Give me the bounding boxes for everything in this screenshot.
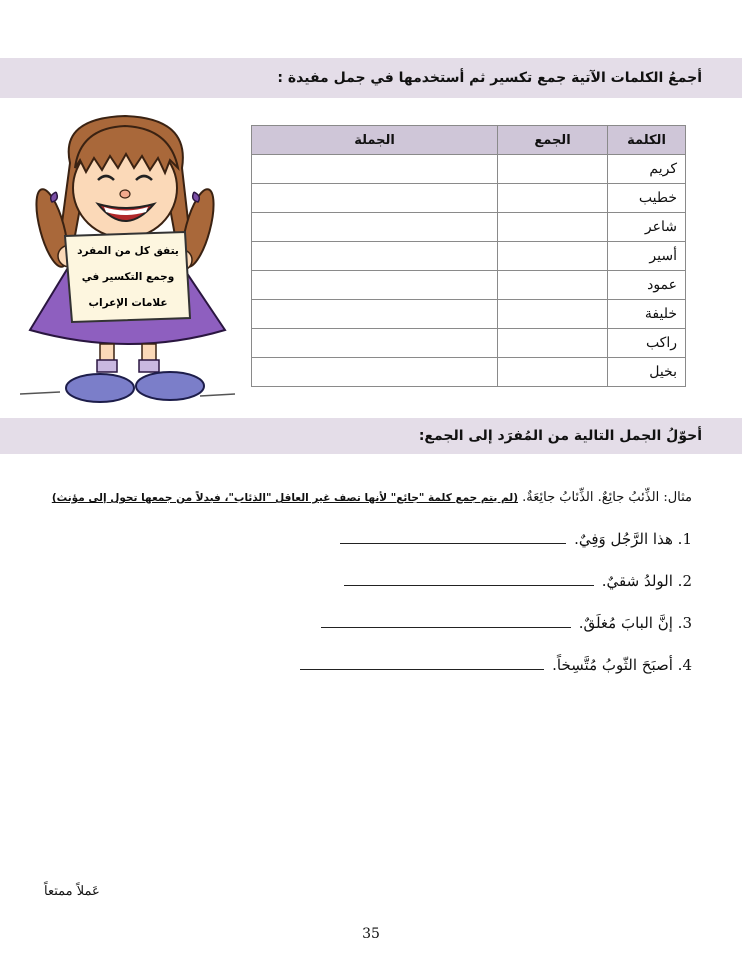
header-plural: الجمع (498, 126, 608, 155)
plural-cell[interactable] (498, 300, 608, 329)
item-sentence: هذا الرَّجُل وَفِيٌ. (574, 530, 673, 548)
sentence-cell[interactable] (252, 300, 498, 329)
example-line (42, 490, 692, 505)
table-row (252, 213, 686, 242)
plural-cell[interactable] (498, 184, 608, 213)
header-word: الكلمة (608, 126, 686, 155)
item-sentence: إنَّ البابَ مُغلَقٌ. (578, 614, 673, 632)
item-sentence: الولدُ شقيٌ. (601, 572, 673, 590)
answer-line[interactable] (340, 542, 566, 544)
exercise-item-4 (300, 656, 692, 674)
item-number: 1. (677, 530, 692, 548)
sentence-cell[interactable] (252, 329, 498, 358)
word-cell: أسير (608, 242, 686, 271)
word-cell: خليفة (608, 300, 686, 329)
sentence-cell[interactable] (252, 213, 498, 242)
answer-line[interactable] (300, 668, 544, 670)
word-cell: راكب (608, 329, 686, 358)
word-cell: بخيل (608, 358, 686, 387)
sentence-cell[interactable] (252, 184, 498, 213)
plural-cell[interactable] (498, 358, 608, 387)
answer-line[interactable] (321, 626, 571, 628)
item-number: 2. (677, 572, 692, 590)
plural-cell[interactable] (498, 271, 608, 300)
plural-words-table (251, 125, 686, 387)
item-sentence: أصبَحَ الثّوبُ مُتَّسِخاً. (552, 656, 673, 674)
sentence-cell[interactable] (252, 271, 498, 300)
exercise-item-3 (321, 614, 692, 632)
word-cell: كريم (608, 155, 686, 184)
sign-line-1: يتفق كل من المفرد (77, 245, 179, 257)
answer-line[interactable] (344, 584, 594, 586)
exercise-item-2 (344, 572, 692, 590)
item-number: 4. (677, 656, 692, 674)
plural-cell[interactable] (498, 242, 608, 271)
sentence-cell[interactable] (252, 242, 498, 271)
example-note: (لم يتم جمع كلمة "جائع" لأنها تصف غير العاقل "الذئاب"، فبدلاً من جمعها تحول إلى مؤنث) (51, 492, 518, 504)
table-row (252, 300, 686, 329)
table-row (252, 242, 686, 271)
table-row (252, 271, 686, 300)
header-sentence: الجملة (252, 126, 498, 155)
exercise-item-1 (340, 530, 692, 548)
table-row (252, 358, 686, 387)
example-lead: مثال: الذِّئبُ جائِعٌ. الذِّئابُ جائِعَةٌ. (522, 490, 692, 505)
section2-instruction: أحوّلُ الجمل التالية من المُفرَد إلى الجمع: (0, 418, 742, 454)
sign-off: عَملاً ممتعاً (44, 884, 100, 899)
plural-cell[interactable] (498, 329, 608, 358)
table-row (252, 329, 686, 358)
girl-holding-sign-illustration (20, 108, 240, 408)
item-number: 3. (677, 614, 692, 632)
sign-line-3: علامات الإعراب (88, 297, 168, 309)
table-row (252, 155, 686, 184)
sign-line-2: وجمع التكسير في (81, 271, 175, 283)
sentence-cell[interactable] (252, 155, 498, 184)
table-row (252, 184, 686, 213)
plural-cell[interactable] (498, 155, 608, 184)
sentence-cell[interactable] (252, 358, 498, 387)
word-cell: خطيب (608, 184, 686, 213)
word-cell: شاعر (608, 213, 686, 242)
page-number: 35 (362, 926, 380, 942)
word-cell: عمود (608, 271, 686, 300)
section1-instruction: أجمعُ الكلمات الآتية جمع تكسير ثم أستخدمها في جمل مفيدة : (0, 58, 742, 98)
plural-cell[interactable] (498, 213, 608, 242)
